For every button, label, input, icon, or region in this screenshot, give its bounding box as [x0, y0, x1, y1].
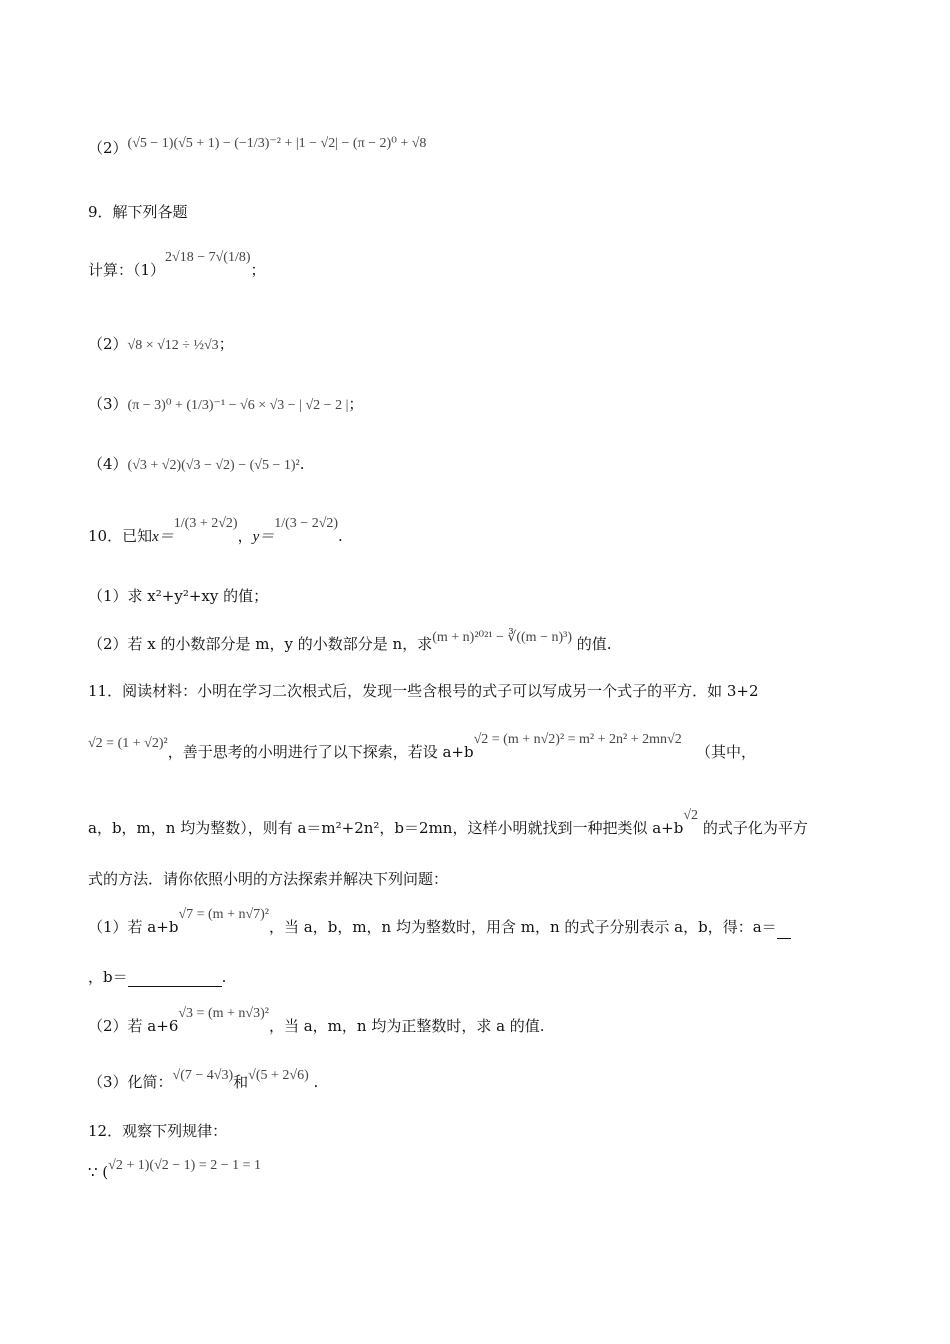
q9-part3 [88, 394, 363, 416]
q8-part2 [88, 138, 426, 160]
math-formula: √8 × √12 ÷ ½√3 [127, 338, 219, 353]
punct: ； [250, 261, 266, 279]
math-formula: (√5 − 1)(√5 + 1) − (−1/3)⁻² + |1 − √2| − (π − 2)⁰ + √8 [127, 136, 427, 151]
math-formula: √7 = (m + n√7)² [178, 907, 270, 922]
part-end: 的值. [576, 635, 612, 653]
punct: . [299, 455, 305, 473]
q11-line3 [88, 808, 808, 840]
q9-part4 [88, 454, 305, 476]
q11-part3 [88, 1068, 319, 1094]
q11-part2 [88, 1006, 545, 1038]
punct: ； [218, 335, 234, 353]
math-formula: 1/(3 − 2√2) [274, 516, 339, 531]
part-label: （4） [88, 455, 128, 473]
answer-blank-b[interactable] [128, 986, 222, 987]
part-text: ，当 a，b，m，n 均为整数时，用含 m，n 的式子分别表示 a，b，得：a＝ [269, 918, 777, 936]
math-formula: √(7 − 4√3) [172, 1068, 234, 1083]
q11-line2 [88, 732, 757, 764]
q12-line1 [88, 1158, 262, 1184]
part-label: 计算：（1） [88, 261, 166, 279]
line-end: （其中， [696, 743, 757, 761]
q10-part2 [88, 630, 612, 656]
math-formula: 2√18 − 7√(1/8) [165, 250, 251, 265]
part-text: （2）若 x 的小数部分是 m，y 的小数部分是 n，求 [88, 635, 433, 653]
punct: . [313, 1073, 319, 1091]
q11-part1 [88, 907, 791, 939]
line-end: 的式子化为平方 [702, 819, 808, 837]
q9-part2 [88, 334, 234, 356]
q10-stem [88, 516, 343, 548]
math-formula: (π − 3)⁰ + (1/3)⁻¹ − √6 × √3 − | √2 − 2 | [127, 398, 349, 413]
q11-line4: 式的方法．请你依照小明的方法探索并解决下列问题： [88, 870, 449, 888]
math-formula: √2 [683, 808, 699, 823]
part-text: （1）若 a+b [88, 918, 179, 936]
punct: ， [237, 527, 253, 545]
part-label: （2） [88, 139, 128, 157]
question-number: 10．已知 [88, 527, 153, 545]
math-formula: (√3 + √2)(√3 − √2) − (√5 − 1)² [127, 458, 300, 473]
q9-title: 9．解下列各题 [88, 203, 188, 221]
line-text: a，b，m，n 均为整数），则有 a＝m²+2n²，b＝2mn，这样小明就找到一种把类似 a+b [88, 819, 684, 837]
line-text: ，善于思考的小明进行了以下探索，若设 a+b [167, 743, 474, 761]
math-formula: √2 = (1 + √2)² [88, 736, 168, 751]
math-formula: √3 = (m + n√3)² [178, 1006, 269, 1021]
q11-part1-cont [88, 967, 226, 987]
part-text: （3）化简： [88, 1073, 173, 1091]
x-label: x＝ [152, 529, 174, 545]
because-symbol: ∵ ( [88, 1163, 109, 1181]
math-formula: √2 + 1)(√2 − 1) = 2 − 1 = 1 [108, 1158, 262, 1173]
math-formula: √2 = (m + n√2)² = m² + 2n² + 2mn√2 [473, 732, 682, 747]
q12-title: 12．观察下列规律： [88, 1122, 228, 1140]
part-text: （2）若 a+6 [88, 1017, 179, 1035]
punct: . [221, 968, 227, 986]
part-text: ，b＝ [88, 968, 128, 986]
math-formula: √(5 + 2√6) [248, 1068, 309, 1083]
part-text: 和 [233, 1073, 249, 1091]
punct: ； [348, 395, 364, 413]
part-label: （3） [88, 395, 128, 413]
q10-part1: （1）求 x²+y²+xy 的值； [88, 587, 269, 605]
punct: . [338, 527, 343, 545]
q9-part1 [88, 250, 266, 282]
answer-blank-a[interactable] [777, 938, 791, 939]
q11-line1: 11．阅读材料：小明在学习二次根式后，发现一些含根号的式子可以写成另一个式子的平方．如 3+2 [88, 682, 759, 700]
part-label: （2） [88, 335, 128, 353]
y-label: y＝ [252, 529, 275, 545]
part-text: ，当 a，m，n 均为正整数时，求 a 的值. [268, 1017, 545, 1035]
math-formula: 1/(3 + 2√2) [173, 516, 238, 531]
math-formula: (m + n)²⁰²¹ − ∛((m − n)³) [432, 630, 572, 645]
